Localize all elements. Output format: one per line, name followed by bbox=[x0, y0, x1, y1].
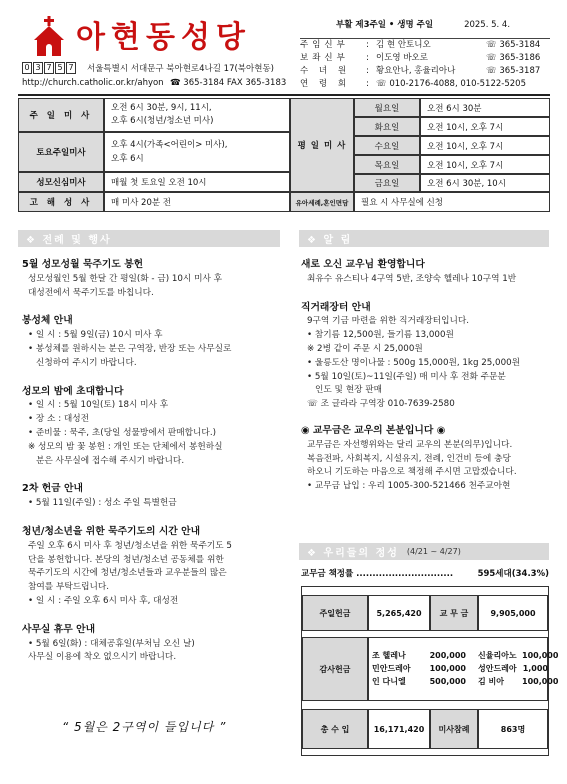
donor-amount: 1,000 bbox=[522, 664, 548, 673]
staff-row: 주임신부 : 김 현 안토니오 ☏ 365-3184 bbox=[300, 39, 550, 52]
thanks-offering-label: 감사헌금 bbox=[302, 637, 368, 701]
phone-fax: ☎ 365-3184 FAX 365-3183 bbox=[170, 78, 287, 88]
donor-amount: 500,000 bbox=[429, 677, 466, 686]
weekday-time: 오전 10시, 오후 7시 bbox=[420, 117, 550, 136]
church-icon bbox=[34, 16, 64, 56]
notice-line: 하오니 기도하는 마음으로 책정해 주시면 고맙겠습니다. bbox=[307, 467, 517, 478]
notice-line: 분은 사무실에 접수해 주시기 바랍니다. bbox=[36, 455, 185, 466]
donor-row bbox=[372, 662, 548, 675]
notice-title: 청년/청소년을 위한 묵주기도의 시간 안내 bbox=[22, 525, 201, 537]
sunday-offering-value: 5,265,420 bbox=[368, 595, 430, 631]
notice-line: • 울릉도산 명이나물 : 500g 15,000원, 1kg 25,000원 bbox=[307, 357, 521, 368]
sunday-mass-label: 주 일 미 사 bbox=[18, 98, 104, 132]
notice-line: ☏ 조 글라라 구역장 010-7639-2580 bbox=[307, 399, 455, 410]
donor-amount: 100,000 bbox=[522, 651, 559, 660]
marian-mass-time: 매월 첫 토요일 오전 10시 bbox=[104, 172, 290, 192]
notice-line: 성모성월인 5월 한달 간 평일(화 - 금) 10시 미사 후 bbox=[28, 273, 223, 284]
finance-section-heading bbox=[299, 543, 549, 560]
staff-role: 보좌신부 bbox=[300, 53, 349, 63]
zip-digit: 7 bbox=[44, 62, 54, 74]
weekday-time: 오전 6시 30분 bbox=[420, 98, 550, 117]
notice-line: 주일 오후 6시 미사 후 청년/청소년을 위한 묵주기도 5 bbox=[28, 540, 232, 551]
donor-row bbox=[372, 675, 559, 688]
total-income-value: 16,171,420 bbox=[368, 709, 430, 749]
notice-title: 성모의 밤에 초대합니다 bbox=[22, 385, 124, 397]
marian-mass-label: 성모신심미사 bbox=[18, 172, 104, 192]
notice-line: • 일 시 : 5월 10일(토) 18시 미사 후 bbox=[28, 400, 169, 411]
staff-role: 연 령 회 bbox=[300, 79, 351, 89]
notice-line: 신청하여 주시기 바랍니다. bbox=[36, 357, 137, 368]
confession-label: 고 해 성 사 bbox=[18, 192, 104, 212]
notice-line: 묵주기도의 시간에 청년/청소년들과 교우분들의 많은 bbox=[28, 568, 227, 579]
notice-line: 최유수 유스티나 4구역 5반, 조양숙 헬레나 10구역 1반 bbox=[307, 273, 517, 284]
donor-name: 성안드레아 bbox=[478, 664, 517, 673]
bulletin-date: 2025. 5. 4. bbox=[464, 20, 511, 30]
weekday-time: 오전 10시, 오후 7시 bbox=[420, 155, 550, 174]
staff-row: 연 령 회 : ☏ 010-2176-4088, 010-5122-5205 bbox=[300, 78, 550, 91]
notice-line: • 일 시 : 주일 오후 6시 미사 후, 대성전 bbox=[28, 595, 179, 606]
church-name: 아현동성당 bbox=[76, 20, 251, 55]
notice-title: 직거래장터 안내 bbox=[301, 301, 371, 313]
finance-heading-text: ❖ 우리들의 정성 bbox=[307, 548, 399, 559]
staff-role: 주임신부 bbox=[300, 40, 349, 50]
zip-digit: 5 bbox=[55, 62, 65, 74]
sunday-mass-times: 오전 6시 30분, 9시, 11시, 오후 6시(청년/청소년 미사) bbox=[104, 98, 290, 132]
website-link[interactable]: http://church.catholic.or.kr/ahyon bbox=[22, 78, 164, 88]
notice-line: 9구역 기금 마련을 위한 직거래장터입니다. bbox=[307, 316, 470, 327]
attendance-label: 미사참례 bbox=[430, 709, 478, 749]
pledge-label: 교무금 책정률 .............................. bbox=[301, 569, 454, 579]
donor-list bbox=[372, 649, 559, 688]
tithe-value: 9,905,000 bbox=[478, 595, 548, 631]
notice-line: • 장 소 : 대성전 bbox=[28, 414, 90, 425]
total-income-label: 총 수 입 bbox=[302, 709, 368, 749]
liturgy-name: 부활 제3주일 • 생명 주일 bbox=[336, 20, 434, 30]
notice-line: 사무실 이용에 착오 없으시기 바랍니다. bbox=[28, 652, 177, 663]
notice-line: 복음전파, 사회복지, 시설유지, 전례, 인건비 등에 충당 bbox=[307, 453, 511, 464]
notice-line: • 참기름 12,500원, 들기름 13,000원 bbox=[307, 330, 454, 341]
mass-schedule-table bbox=[18, 98, 550, 216]
staff-name: 김 현 안토니오 bbox=[376, 40, 431, 50]
finance-period: (4/21 ~ 4/27) bbox=[406, 547, 461, 556]
notice-line: 인도 및 현장 판매 bbox=[315, 385, 383, 396]
zip-digit: 3 bbox=[33, 62, 43, 74]
staff-row: 보좌신부 : 이도영 바오로 ☏ 365-3186 bbox=[300, 52, 550, 65]
notice-line: • 준비물 : 묵주, 초(당일 성물방에서 판매합니다.) bbox=[28, 427, 216, 438]
notice-title: 2차 헌금 안내 bbox=[22, 483, 83, 495]
liturgy-date bbox=[336, 18, 510, 30]
donor-name: 조 헬레나 bbox=[372, 651, 406, 660]
notice-line: • 일 시 : 5월 9일(금) 10시 미사 후 bbox=[28, 330, 163, 341]
bulletin-header bbox=[0, 0, 567, 96]
zip-digit: 0 bbox=[22, 62, 32, 74]
staff-phone: ☏ 365-3186 bbox=[486, 53, 541, 63]
notice-line: • 5월 6일(화) : 대체공휴일(부처님 오신 날) bbox=[28, 638, 195, 649]
staff-phone: ☏ 365-3187 bbox=[486, 66, 541, 76]
weekday-day: 수요일 bbox=[354, 136, 420, 155]
notice-title: 새로 오신 교우님 환영합니다 bbox=[301, 259, 425, 270]
header-divider bbox=[18, 94, 550, 96]
notice-line: 단을 봉헌합니다. 본당의 청년/청소년 공동체를 위한 bbox=[28, 554, 224, 565]
notice-section-heading: ❖ 알 림 bbox=[299, 230, 549, 247]
weekday-mass-label: 평 일 미 사 bbox=[290, 98, 354, 192]
notice-title: 봉성체 안내 bbox=[22, 315, 73, 327]
address: 서울특별시 서대문구 북아현로4나길 17(북아현동) bbox=[87, 64, 274, 74]
saturday-mass-label: 토요주일미사 bbox=[18, 132, 104, 172]
notice-section-body bbox=[301, 248, 551, 494]
notice-title: ◉ 교무금은 교우의 본분입니다 ◉ bbox=[301, 424, 446, 436]
donor-amount: 100,000 bbox=[522, 677, 559, 686]
weekday-time: 오전 6시 30분, 10시 bbox=[420, 174, 550, 192]
zip-digit: 7 bbox=[66, 62, 76, 74]
donor-amount: 100,000 bbox=[429, 664, 466, 673]
weekday-day: 목요일 bbox=[354, 155, 420, 174]
weekday-day: 화요일 bbox=[354, 117, 420, 136]
weekday-time: 오전 10시, 오후 7시 bbox=[420, 136, 550, 155]
notice-line: • 5월 10일(토)~11일(주일) 매 미사 후 전화 주문분 bbox=[307, 371, 506, 382]
confession-time: 매 미사 20분 전 bbox=[104, 192, 290, 212]
staff-role: 수 녀 원 bbox=[300, 66, 351, 76]
donor-row bbox=[372, 649, 559, 662]
liturgy-section-body bbox=[22, 248, 284, 665]
notice-line: 참여를 부탁드립니다. bbox=[28, 582, 110, 593]
monthly-duty-quote: “ 5월은 2구역이 들입니다 ” bbox=[62, 720, 227, 734]
donor-amount: 200,000 bbox=[429, 651, 466, 660]
offering-table bbox=[301, 586, 559, 756]
notice-line: 대성전에서 묵주기도를 바칩니다. bbox=[28, 287, 154, 298]
saturday-mass-times: 오후 4시(가족<어린이> 미사), 오후 6시 bbox=[104, 132, 290, 172]
notice-line: ※ 성모의 밤 꽃 봉헌 : 개인 또는 단체에서 봉헌하실 bbox=[28, 441, 223, 452]
baptism-label: 유아세례,혼인면담 bbox=[290, 192, 354, 212]
notice-line: • 교무금 납입 : 우리 1005-300-521466 천주교아현 bbox=[307, 481, 511, 492]
donor-name: 김 비아 bbox=[478, 677, 504, 686]
tithe-label: 교 무 금 bbox=[430, 595, 478, 631]
staff-phone: ☏ 365-3184 bbox=[486, 40, 541, 50]
sunday-offering-label: 주일헌금 bbox=[302, 595, 368, 631]
notice-title: 사무실 휴무 안내 bbox=[22, 623, 96, 635]
zip-code bbox=[22, 62, 76, 74]
donor-name: 인 다니엘 bbox=[372, 677, 406, 686]
weekday-day: 금요일 bbox=[354, 174, 420, 192]
staff-name: 이도영 바오로 bbox=[376, 53, 428, 63]
staff-row: 수 녀 원 : 황요안나, 홍율리아나 ☏ 365-3187 bbox=[300, 65, 550, 78]
baptism-info: 필요 시 사무실에 신청 bbox=[354, 192, 550, 212]
attendance-value: 863명 bbox=[478, 709, 548, 749]
weekday-day: 월요일 bbox=[354, 98, 420, 117]
staff-name: ☏ 010-2176-4088, 010-5122-5205 bbox=[376, 79, 526, 89]
liturgy-section-heading: ❖ 전례 및 행사 bbox=[18, 230, 280, 247]
pledge-rate bbox=[301, 567, 549, 579]
notice-line: • 5월 11일(주일) : 성소 주일 특별헌금 bbox=[28, 498, 177, 509]
notice-line: ※ 2병 같이 주문 시 25,000원 bbox=[307, 343, 423, 354]
notice-title: 5월 성모성월 묵주기도 봉헌 bbox=[22, 259, 144, 270]
staff-list bbox=[300, 38, 550, 91]
staff-name: 황요안나, 홍율리아나 bbox=[376, 66, 456, 76]
notice-line: • 봉성체를 원하시는 분은 구역장, 반장 또는 사무실로 bbox=[28, 343, 232, 354]
notice-line: 교무금은 자선행위와는 달리 교우의 본분(의무)입니다. bbox=[307, 439, 513, 450]
donor-name: 신율리아노 bbox=[478, 651, 517, 660]
pledge-value: 595세대(34.3%) bbox=[477, 569, 549, 579]
donor-name: 민안드레아 bbox=[372, 664, 411, 673]
